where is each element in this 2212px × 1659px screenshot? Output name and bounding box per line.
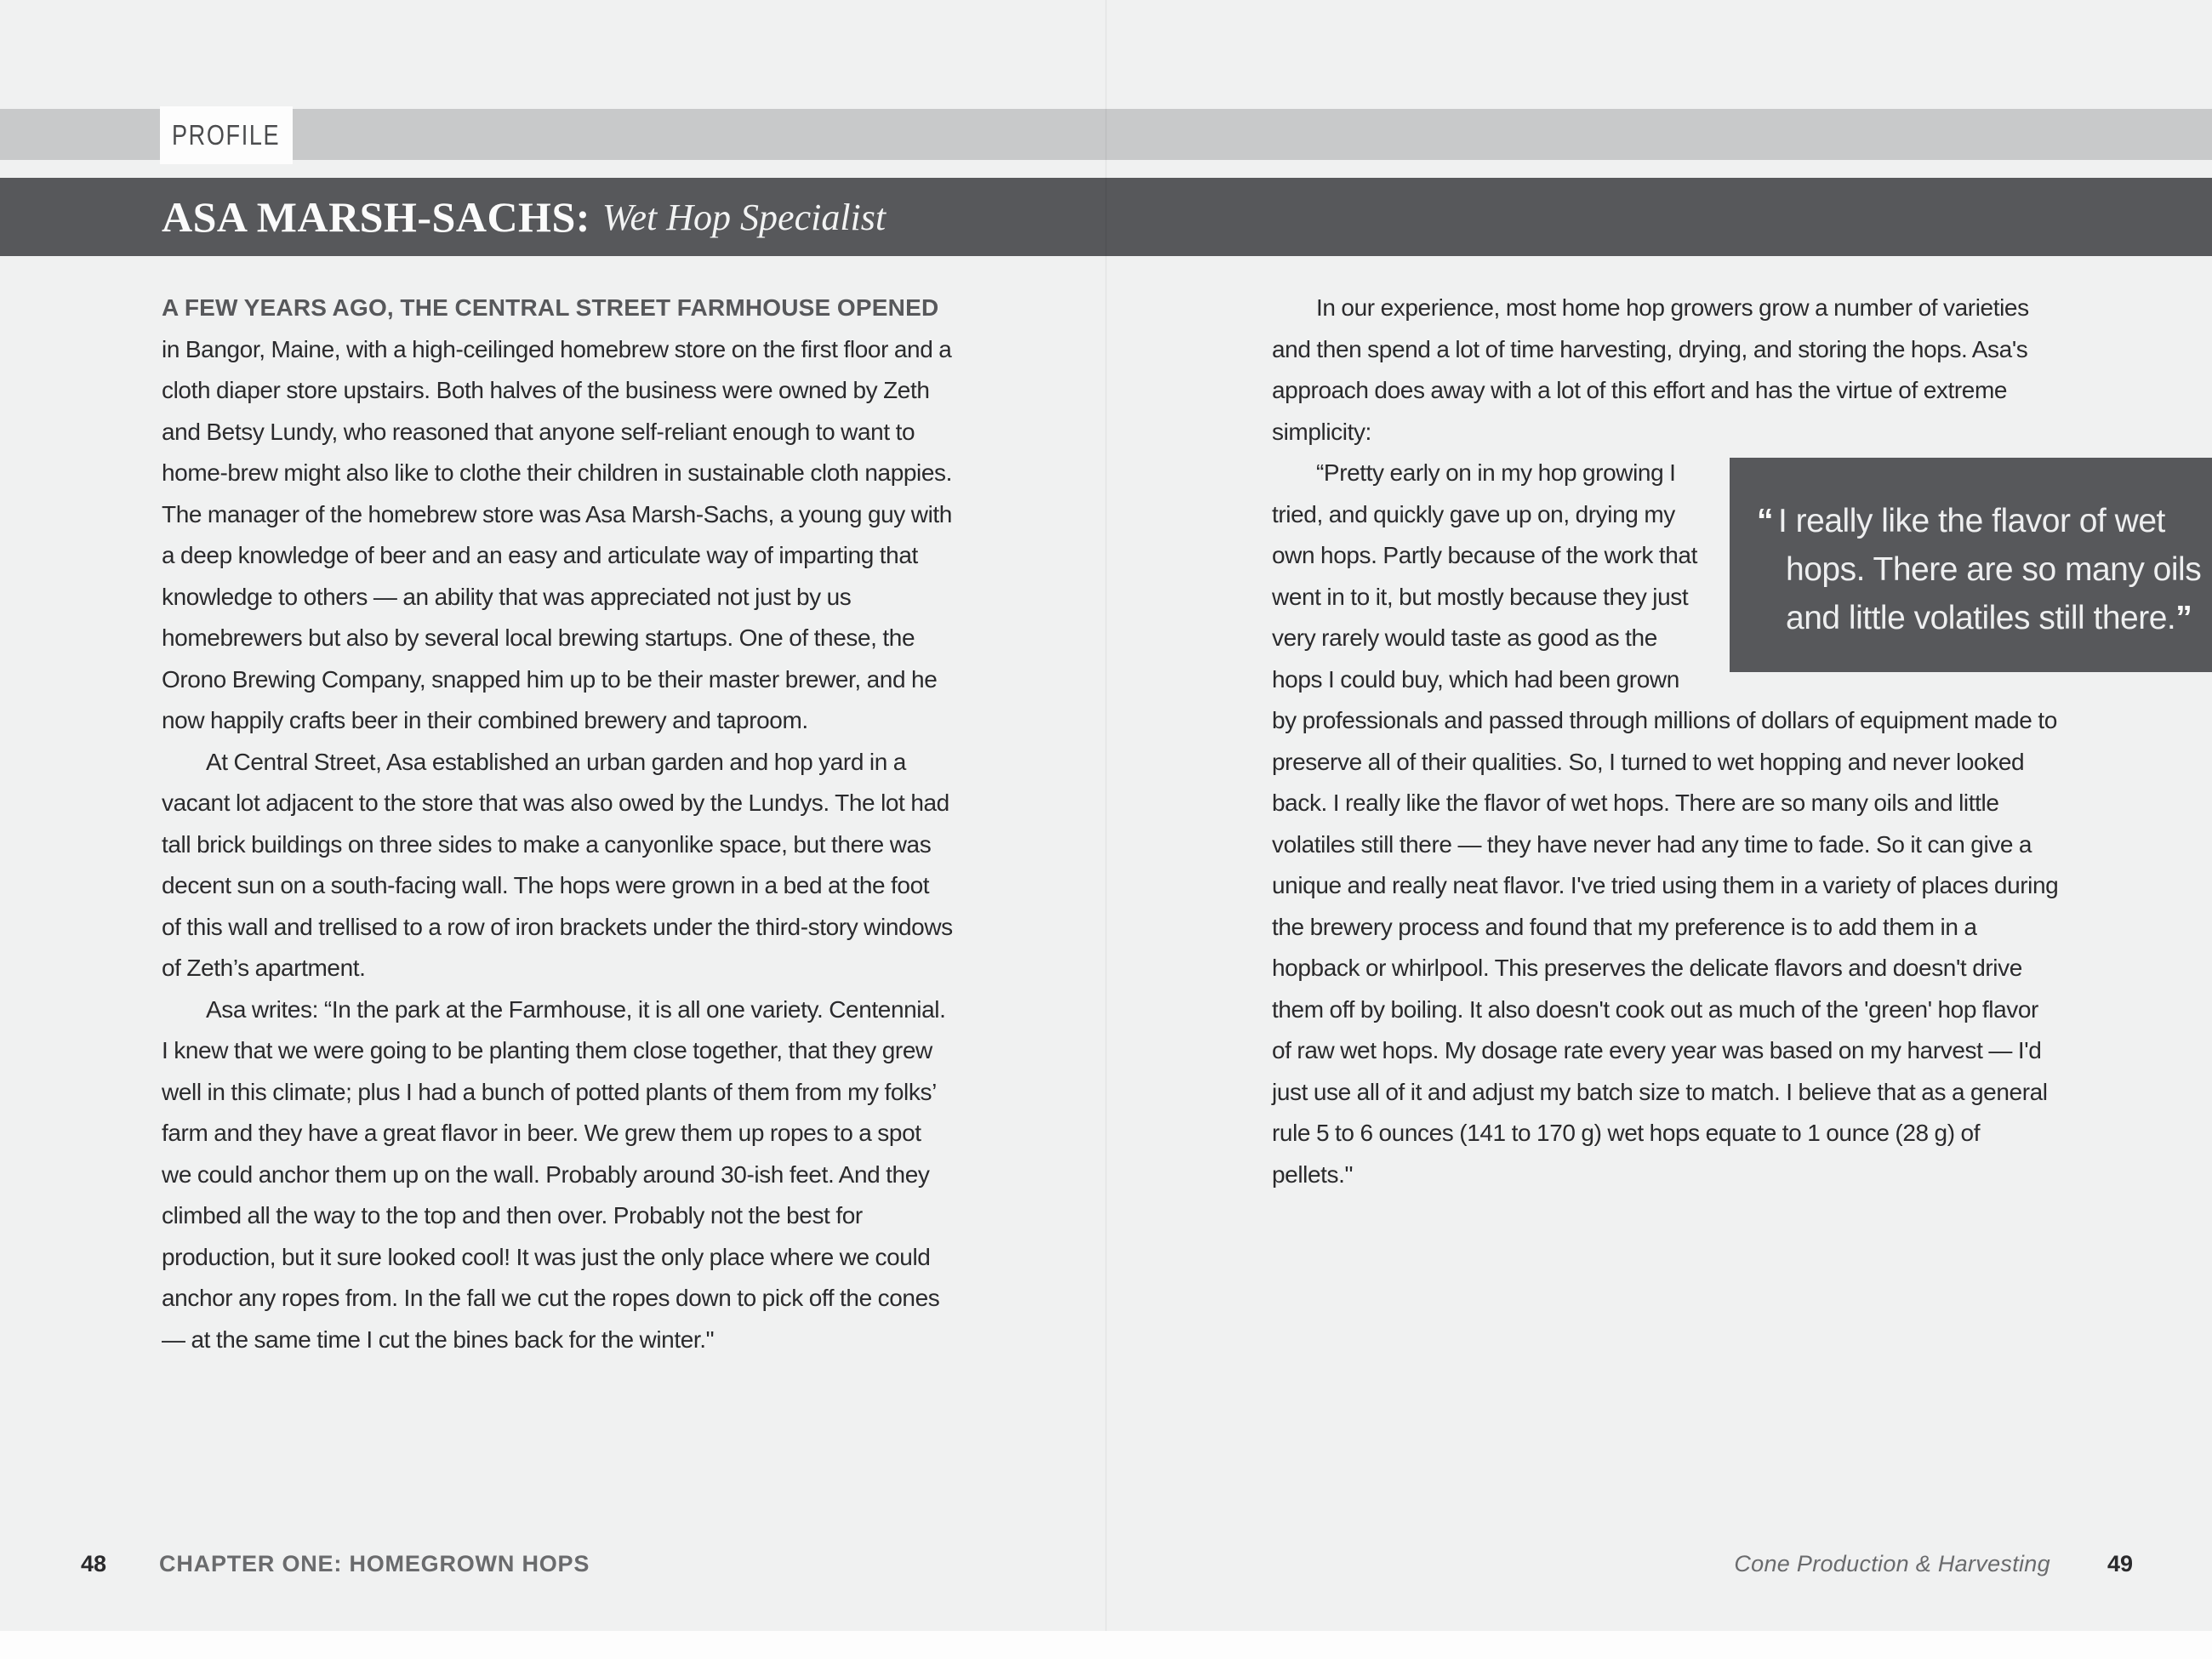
pull-quote-text: I really like the flavor of wet: [1778, 503, 2165, 539]
lead-in-text: A FEW YEARS AGO, THE CENTRAL STREET FARMHOUSE OPENED: [162, 294, 939, 321]
right-column: [1272, 288, 2202, 1360]
profile-title-name: ASA MARSH-SACHS:: [162, 193, 590, 241]
right-page-number: 49: [2107, 1550, 2133, 1576]
paragraph-central-street: At Central Street, Asa established an urban garden and hop yard in a vacant lot adjacent to the store that was also owed by the Lundys. The lot had tall brick buildings on three sides to make a canyonlike space, but there was decent sun on a south-facing wall. The hops were grown in a bed at the foot of this wall and trellised to a row of iron brackets under the third-story windows of Zeth’s apartment.: [162, 748, 953, 981]
pull-quote-line: [1757, 497, 2203, 545]
profile-label: PROFILE: [172, 119, 281, 151]
paragraph-intro: [162, 288, 953, 742]
profile-title-subtitle: Wet Hop Specialist: [601, 196, 887, 238]
spread-gutter-line: [1105, 0, 1107, 1631]
pull-quote-box: [1730, 458, 2212, 672]
paragraph-intro-text: in Bangor, Maine, with a high-ceilinged homebrew store on the first floor and a cloth diaper store upstairs. Both halves of the business were owned by Zeth and Betsy Lundy, who reasoned that anyone self-reliant enough to want to home-brew might also like to clothe their children in sustainable cloth nappies. The manager of the homebrew store was Asa Marsh-Sachs, a young guy with a deep knowledge of beer and an easy and articulate way of imparting that knowledge to others — an ability that was appreciated not just by us homebrewers but also by several local brewing startups. One of these, the Orono Brewing Company, snapped him up to be their master brewer, and he now happily crafts beer in their combined brewery and taproom.: [162, 335, 953, 733]
pull-quote-line: [1786, 594, 2203, 642]
pull-quote-line: hops. There are so many oils: [1786, 551, 2202, 588]
open-quote-mark: “: [1757, 503, 1773, 539]
paragraph-experience: In our experience, most home hop growers grow a number of varieties and then spend a lot of time harvesting, drying, and storing the hops. Asa's approach does away with a lot of this effort and has the virtue of extreme simplicity:: [1272, 294, 2029, 445]
profile-label-box: [160, 106, 293, 164]
paragraph-asa-writes: Asa writes: “In the park at the Farmhouse, it is all one variety. Centennial. I knew that we were going to be planting them close together, that they grew well in this climate; plus I had a bunch of potted plants of them from my folks’ farm and they have a great flavor in beer. We grew them up ropes to a spot we could anchor them up on the wall. Probably around 30-ish feet. And they climbed all the way to the top and then over. Probably not the best for production, but it sure looked cool! It was just the only place where we could anchor any ropes from. In the fall we cut the ropes down to pick off the cones — at the same time I cut the bines back for the winter.": [162, 995, 946, 1353]
page-bottom-edge: [0, 1631, 2212, 1659]
paragraph-pretty-early: “Pretty early on in my hop growing I tried, and quickly gave up on, drying my own hops. Partly because of the work that went in to it, but mostly because they just very rarely would taste as good as the hops I could buy, which had been grown by professionals and passed through millions of dollars of equipment made to preserve all of their qualities. So, I turned to wet hopping and never looked back. I really like the flavor of wet hops. There are so many oils and little volatiles still there — they have never had any time to fade. So it can give a unique and really neat flavor. I've tried using them in a variety of places during the brewery process and found that my preference is to add them in a hopback or whirlpool. This preserves the delicate flavors and doesn't drive them off by boiling. It also doesn't cook out as much of the 'green' hop flavor of raw wet hops. My dosage rate every year was based on my harvest — I'd just use all of it and adjust my batch size to match. I believe that as a general rule 5 to 6 ounces (141 to 170 g) wet hops equate to 1 ounce (28 g) of pellets.": [1272, 459, 2059, 1188]
left-column: [162, 288, 953, 1360]
left-page-number: 48: [81, 1550, 107, 1576]
close-quote-mark: ”: [2175, 600, 2192, 636]
footer-right: [1734, 1551, 2133, 1577]
footer-left: [81, 1551, 590, 1577]
pull-quote-text: and little volatiles still there.: [1786, 600, 2176, 636]
chapter-title: CHAPTER ONE: HOMEGROWN HOPS: [159, 1550, 590, 1576]
section-title: Cone Production & Harvesting: [1734, 1550, 2050, 1576]
